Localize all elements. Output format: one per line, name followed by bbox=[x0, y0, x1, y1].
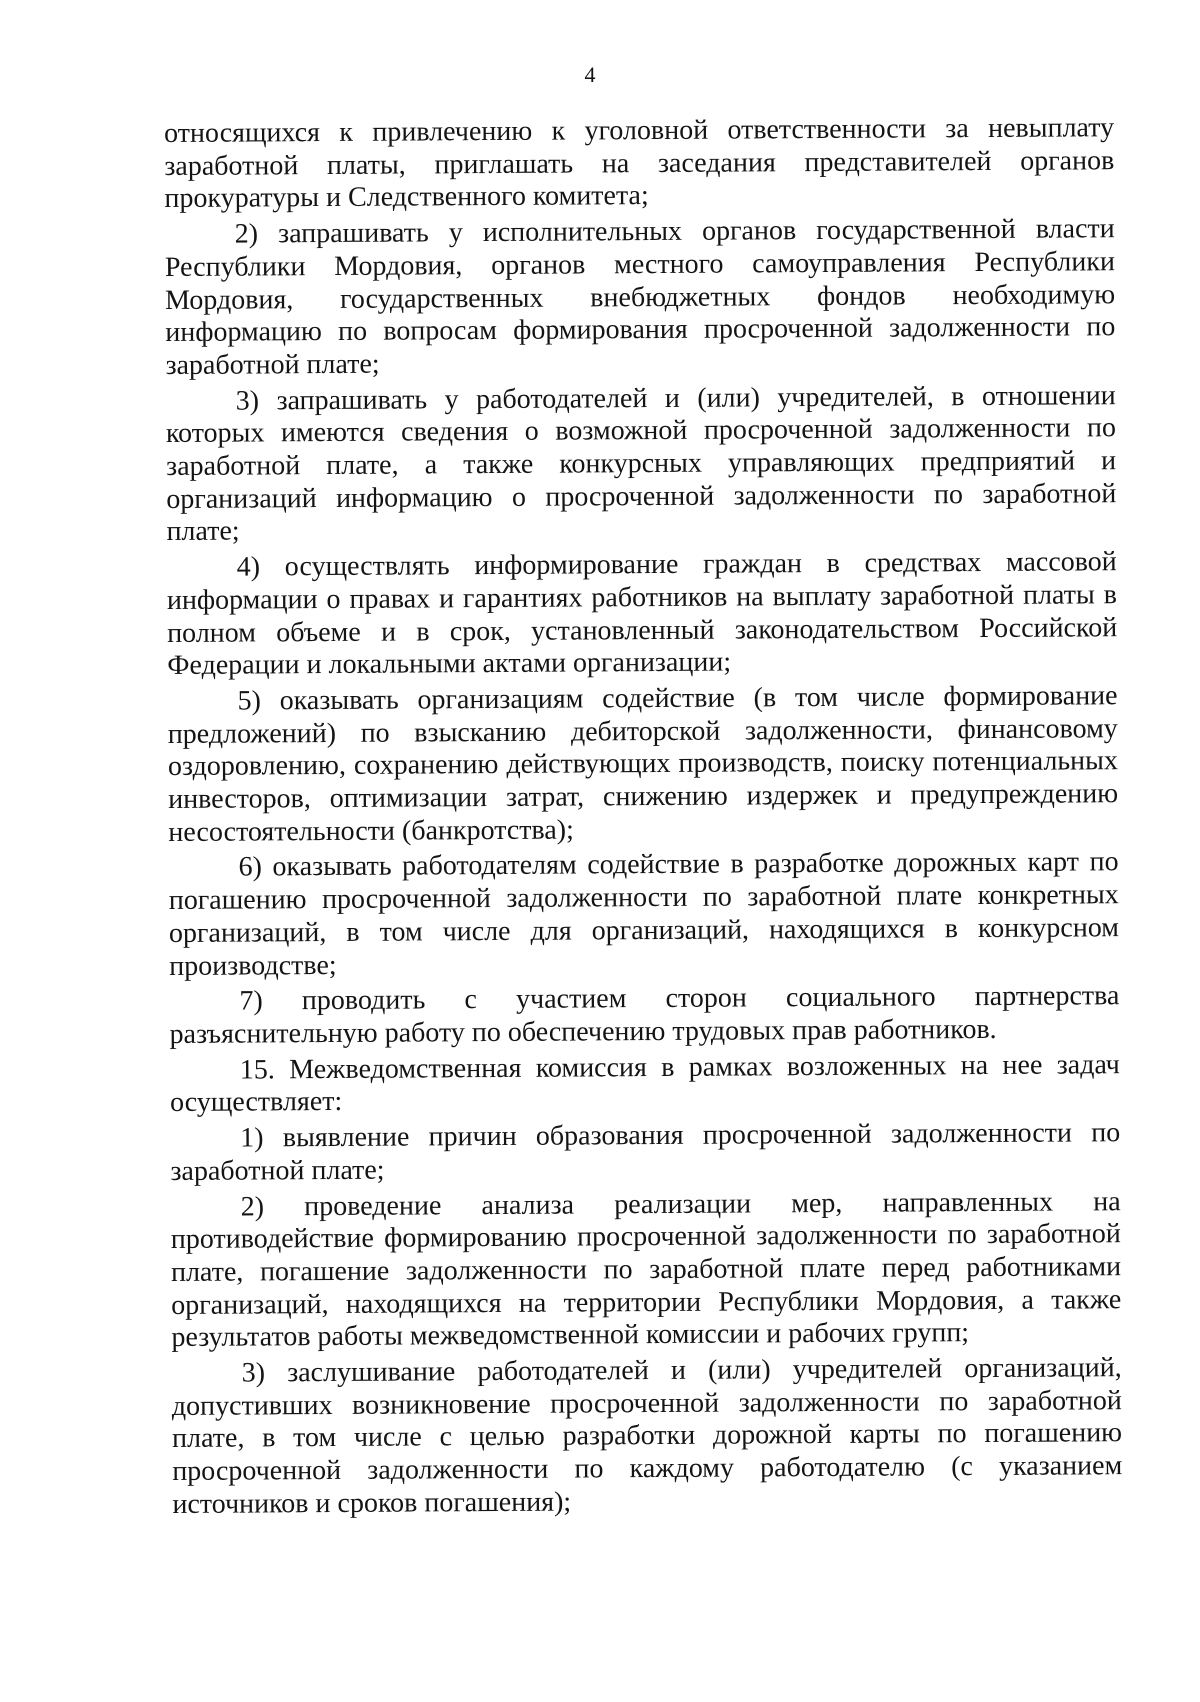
paragraph-section-15-item-1: 1) выявление причин образования просроченной задолженности по заработной плате; bbox=[170, 1117, 1121, 1187]
paragraph-item-2: 2) запрашивать у исполнительных органов государственной власти Республики Мордовия, органов местного самоуправления Республики Мордовия, государственных внебюджетных фондов необходимую информацию по вопросам формирования просроченной задолженности по заработной плате; bbox=[164, 213, 1116, 381]
paragraph-section-15-item-2: 2) проведение анализа реализации мер, направленных на противодействие формированию просроченной задолженности по заработной плате, погашение задолженности по заработной плате перед работниками организаций, находящихся на территории Республики Мордовия, а также результатов работы межведомственной комиссии и рабочих групп; bbox=[170, 1185, 1122, 1354]
paragraph-section-15-item-3: 3) заслушивание работодателей и (или) учредителей организаций, допустивших возникновение просроченной задолженности по заработной плате, в том числе с целью разработки дорожной карты по погашению просроченной задолженности по каждому работодателю (с указанием источников и сроков погашения); bbox=[171, 1352, 1123, 1520]
document-body bbox=[164, 112, 1123, 1524]
paragraph-item-4: 4) осуществлять информирование граждан в средствах массовой информации о правах и гарантиях работников на выплату заработной платы в полном объеме и в срок, установленный законодательством Российской Федерации и локальными актами организации; bbox=[166, 546, 1118, 682]
paragraph-item-3: 3) запрашивать у работодателей и (или) учредителей, в отношении которых имеются сведения о возможной просроченной задолженности по заработной плате, а также конкурсных управляющих предприятий и организаций информацию о просроченной задолженности по заработной плате; bbox=[165, 379, 1117, 548]
paragraph-section-15: 15. Межведомственная комиссия в рамках возложенных на нее задач осуществляет: bbox=[169, 1048, 1120, 1119]
paragraph-item-7: 7) проводить с участием сторон социального партнерства разъяснительную работу по обеспечению трудовых прав работников. bbox=[169, 980, 1120, 1050]
paragraph-item-6: 6) оказывать работодателям содействие в разработке дорожных карт по погашению просроченной задолженности по заработной плате конкретных организаций, в том числе для организаций, находящихся в конкурсном производстве; bbox=[168, 846, 1120, 982]
paragraph-item-5: 5) оказывать организациям содействие (в том числе формирование предложений) по взысканию дебиторской задолженности, финансовому оздоровлению, сохранению действующих производств, поиску потенциальных инвесторов, оптимизации затрат, снижению издержек и предупреждению несостоятельности (банкротства); bbox=[167, 680, 1119, 848]
paragraph-continuation: относящихся к привлечению к уголовной ответственности за невыплату заработной платы, приглашать на заседания представителей органов прокуратуры и Следственного комитета; bbox=[164, 112, 1115, 215]
page-number: 4 bbox=[584, 62, 596, 87]
